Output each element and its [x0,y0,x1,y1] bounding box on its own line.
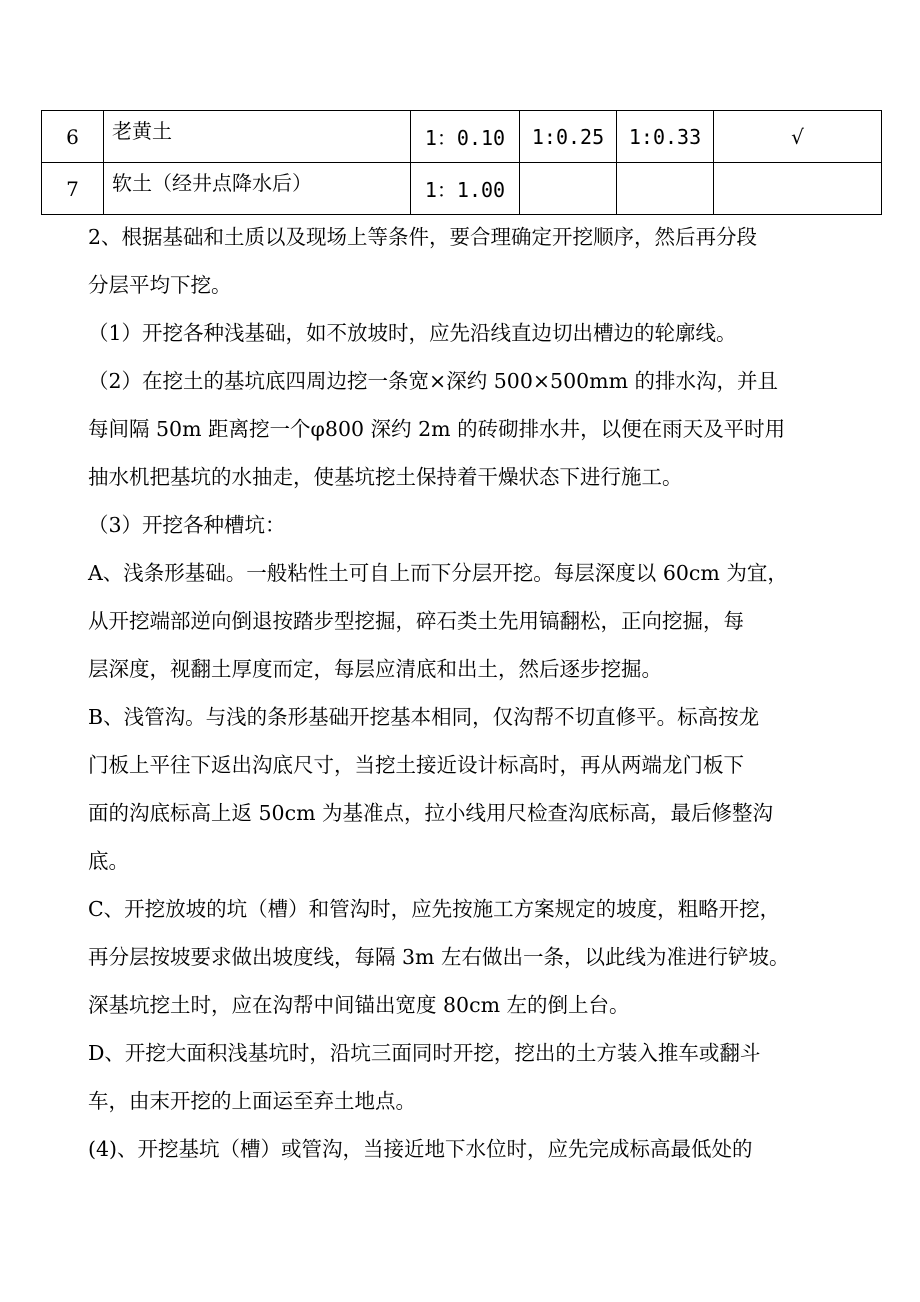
text-line: (4)、开挖基坑（槽）或管沟，当接近地下水位时，应先完成标高最低处的 [88,1137,753,1161]
table-row [42,111,882,163]
text-line: 车，由末开挖的上面运至弃土地点。 [88,1089,416,1113]
text-line: 面的沟底标高上返 50cm 为基准点，拉小线用尺检查沟底标高，最后修整沟 [88,801,774,825]
row-number: 7 [42,163,104,215]
text-line: 抽水机把基坑的水抽走，使基坑挖土保持着干燥状态下进行施工。 [88,465,683,489]
soil-type: 软土（经井点降水后） [104,163,411,215]
slope-ratio-1: 1：1.00 [411,163,520,215]
text-line: （2）在挖土的基坑底四周边挖一条宽×深约 500×500mm 的排水沟，并且 [88,369,779,393]
row-number: 6 [42,111,104,163]
text-line: 底。 [88,849,129,873]
text-line: 每间隔 50m 距离挖一个φ800 深约 2m 的砖砌排水井，以便在雨天及平时用 [88,417,786,441]
text-line: B、浅管沟。与浅的条形基础开挖基本相同，仅沟帮不切直修平。标高按龙 [88,705,760,729]
text-line: 层深度，视翻土厚度而定，每层应清底和出土，然后逐步挖掘。 [88,657,662,681]
text-line: 2、根据基础和土质以及现场上等条件，要合理确定开挖顺序，然后再分段 [88,225,758,249]
text-line: 再分层按坡要求做出坡度线，每隔 3m 左右做出一条，以此线为准进行铲坡。 [88,945,790,969]
text-line: A、浅条形基础。一般粘性土可自上而下分层开挖。每层深度以 60cm 为宜， [88,561,788,585]
text-line: D、开挖大面积浅基坑时，沿坑三面同时开挖，挖出的土方装入推车或翻斗 [88,1041,761,1065]
soil-type: 老黄土 [104,111,411,163]
text-line: 深基坑挖土时，应在沟帮中间锚出宽度 80cm 左的倒上台。 [88,993,630,1017]
text-line: C、开挖放坡的坑（槽）和管沟时，应先按施工方案规定的坡度，粗略开挖， [88,897,781,921]
slope-ratio-3: 1:0.33 [617,111,714,163]
text-line: （1）开挖各种浅基础，如不放坡时，应先沿线直边切出槽边的轮廓线。 [88,321,737,345]
text-line: 门板上平往下返出沟底尺寸，当挖土接近设计标高时，再从两端龙门板下 [88,753,744,777]
slope-table [41,110,882,215]
slope-ratio-2: 1:0.25 [520,111,617,163]
check-mark: √ [714,111,882,163]
slope-ratio-3 [617,163,714,215]
slope-ratio-1: 1：0.10 [411,111,520,163]
text-line: 分层平均下挖。 [88,273,232,297]
text-line: 从开挖端部逆向倒退按踏步型挖掘，碎石类土先用镐翻松，正向挖掘，每 [88,609,744,633]
text-line: （3）开挖各种槽坑： [88,513,286,537]
check-mark [714,163,882,215]
slope-ratio-2 [520,163,617,215]
table-row [42,163,882,215]
